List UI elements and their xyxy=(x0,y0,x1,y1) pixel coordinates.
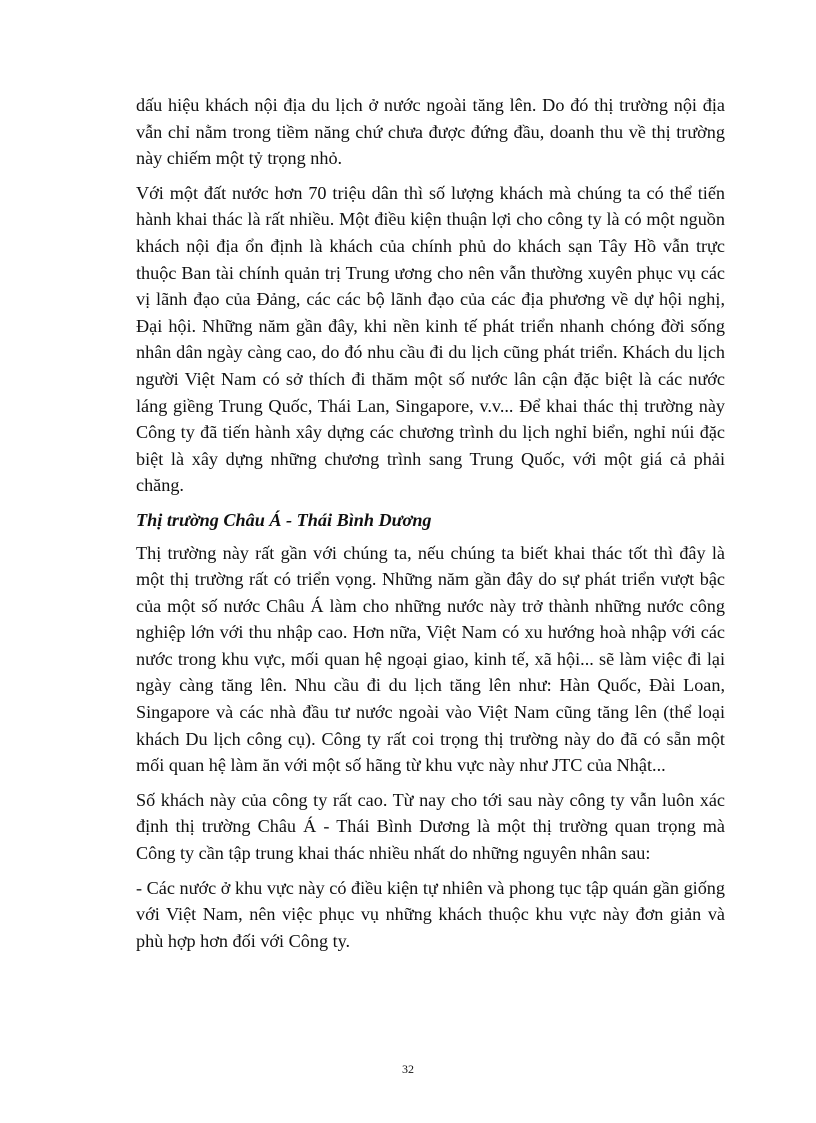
paragraph-asia-pacific-potential: Thị trường này rất gần với chúng ta, nếu chúng ta biết khai thác tốt thì đây là một thị trường rất có triển vọng. Những năm gần đây do sự phát triển vượt bậc của một số nước Châu Á làm cho những nước này trở thành những nước công nghiệp lớn với thu nhập cao. Hơn nữa, Việt Nam có xu hướng hoà nhập với các nước trong khu vực, mối quan hệ ngoại giao, kinh tế, xã hội... sẽ làm việc đi lại ngày càng tăng lên. Nhu cầu đi du lịch tăng lên như: Hàn Quốc, Đài Loan, Singapore và các nhà đầu tư nước ngoài vào Việt Nam cũng tăng lên (thể loại khách Du lịch công cụ). Công ty rất coi trọng thị trường này do đã có sẵn một mối quan hệ làm ăn với một số hãng từ khu vực này như JTC của Nhật... xyxy=(136,542,725,776)
section-heading-asia-pacific: Thị trường Châu Á - Thái Bình Dương xyxy=(136,509,432,530)
paragraph-asia-pacific-priority: Số khách này của công ty rất cao. Từ nay cho tới sau này công ty vẫn luôn xác định thị trường Châu Á - Thái Bình Dương là một thị trường quan trọng mà Công ty cần tập trung khai thác nhiều nhất do những nguyên nhân sau: xyxy=(136,789,725,864)
page-body xyxy=(136,92,725,962)
paragraph-domestic-customers: Với một đất nước hơn 70 triệu dân thì số lượng khách mà chúng ta có thể tiến hành khai thác là rất nhiều. Một điều kiện thuận lợi cho công ty là có một nguồn khách nội địa ổn định là khách của chính phủ do khách sạn Tây Hồ vẫn trực thuộc Ban tài chính quản trị Trung ương cho nên vẫn thường xuyên phục vụ các vị lãnh đạo của Đảng, các các bộ lãnh đạo của các địa phương về dự hội nghị, Đại hội. Những năm gần đây, khi nền kinh tế phát triển nhanh chóng đời sống nhân dân ngày càng cao, do đó nhu cầu đi du lịch cũng phát triển. Khách du lịch người Việt Nam có sở thích đi thăm một số nước lân cận đặc biệt là các nước láng giềng Trung Quốc, Thái Lan, Singapore, v.v... Để khai thác thị trường này Công ty đã tiến hành xây dựng các chương trình du lịch nghỉ biển, nghỉ núi đặc biệt là xây dựng những chương trình sang Trung Quốc, với một giá cả phải chăng. xyxy=(136,182,725,496)
paragraph-reason-list-item: - Các nước ở khu vực này có điều kiện tự nhiên và phong tục tập quán gần giống với Việt Nam, nên việc phục vụ những khách thuộc khu vực này đơn giản và phù hợp hơn đối với Công ty. xyxy=(136,877,725,951)
page-number: 32 xyxy=(402,1062,414,1076)
paragraph-domestic-market-end: dấu hiệu khách nội địa du lịch ở nước ngoài tăng lên. Do đó thị trường nội địa vẫn chỉ nằm trong tiềm năng chứ chưa được đứng đầu, doanh thu về thị trường này chiếm một tỷ trọng nhỏ. xyxy=(136,95,725,169)
